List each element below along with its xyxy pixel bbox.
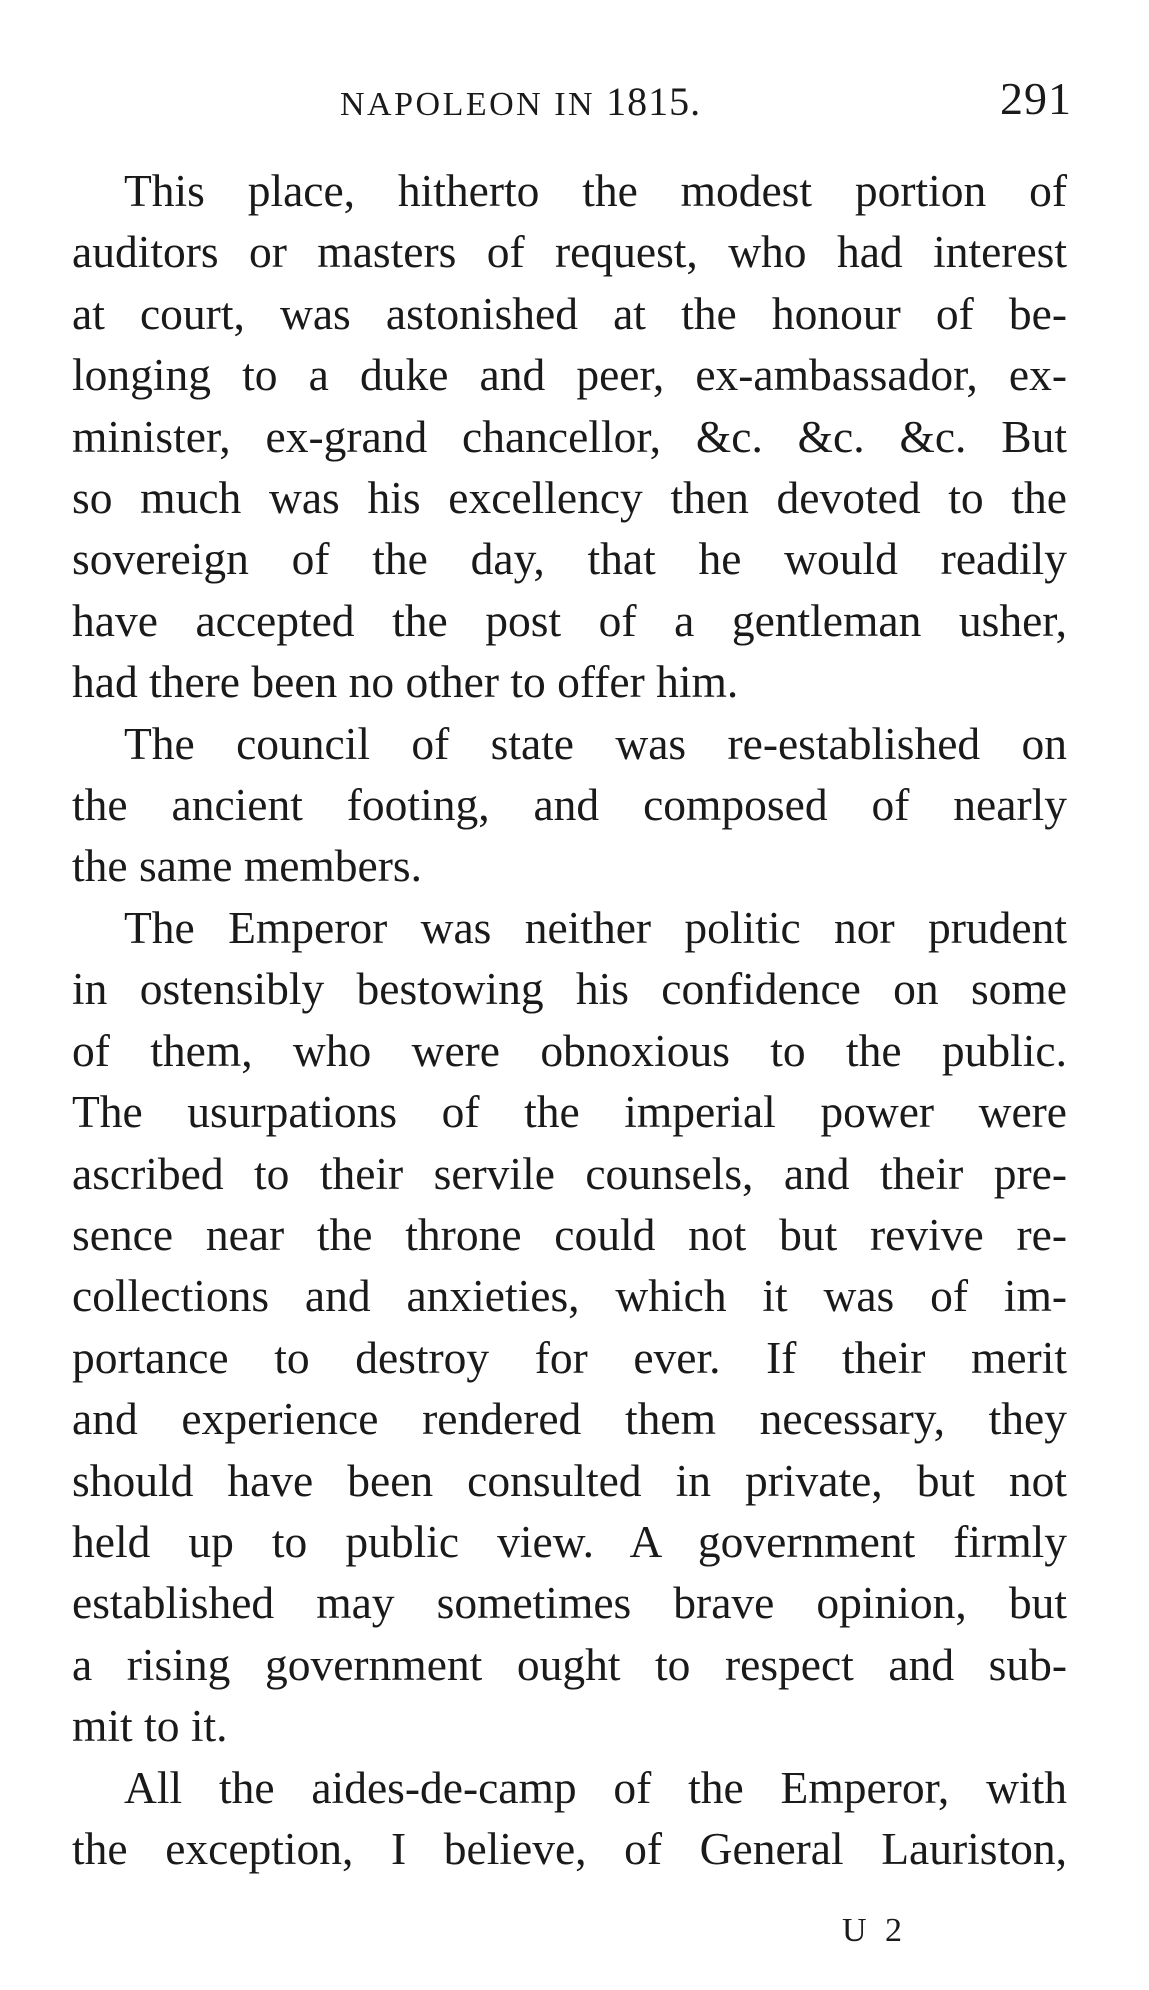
text-line: The council of state was re-established on [124,717,1067,769]
paragraph [72,160,1067,713]
text-line: sovereign of the day, that he would readily [72,533,1067,585]
text-line: in ostensibly bestowing his confidence on some [72,963,1067,1015]
text-line: a rising government ought to respect and sub- [72,1638,1067,1690]
text-line: so much was his excellency then devoted to the [72,472,1067,524]
running-title [340,78,701,125]
text-line: held up to public view. A government firmly [72,1515,1067,1567]
running-head [72,72,1072,132]
text-line: This place, hitherto the modest portion of [124,165,1067,216]
text-line: minister, ex-grand chancellor, &c. &c. &c. But [72,410,1067,462]
text-line: longing to a duke and peer, ex-ambassador, ex- [72,349,1067,401]
text-line: the exception, I believe, of General Lauriston, [72,1822,1067,1874]
running-title-year: 1815. [606,79,702,124]
text-line: and experience rendered them necessary, they [72,1393,1067,1445]
body-text [72,160,1067,1879]
text-line: should have been consulted in private, but not [72,1454,1067,1506]
text-line: had there been no other to offer him. [72,656,739,708]
text-line: All the aides-de-camp of the Emperor, with [124,1761,1067,1813]
text-line: auditors or masters of request, who had interest [72,226,1067,278]
text-line: The usurpations of the imperial power were [72,1086,1067,1138]
signature-mark: U 2 [842,1912,908,1949]
text-line: have accepted the post of a gentleman usher, [72,594,1067,646]
text-line: The Emperor was neither politic nor prudent [124,901,1067,953]
running-title-text: NAPOLEON IN [340,86,607,123]
text-line: the ancient footing, and composed of nearly [72,779,1067,831]
paragraph [72,1757,1067,1880]
text-line: portance to destroy for ever. If their merit [72,1331,1067,1383]
text-line: at court, was astonished at the honour of be- [72,287,1067,339]
text-line: mit to it. [72,1700,228,1752]
text-line: established may sometimes brave opinion, but [72,1577,1067,1629]
text-line: of them, who were obnoxious to the public. [72,1024,1067,1076]
text-line: collections and anxieties, which it was of im- [72,1270,1067,1322]
paragraph [72,897,1067,1757]
text-line: sence near the throne could not but revive re- [72,1208,1067,1260]
text-line: the same members. [72,840,422,892]
paragraph [72,713,1067,897]
page-number: 291 [1000,73,1072,124]
text-line: ascribed to their servile counsels, and their pre- [72,1147,1067,1199]
